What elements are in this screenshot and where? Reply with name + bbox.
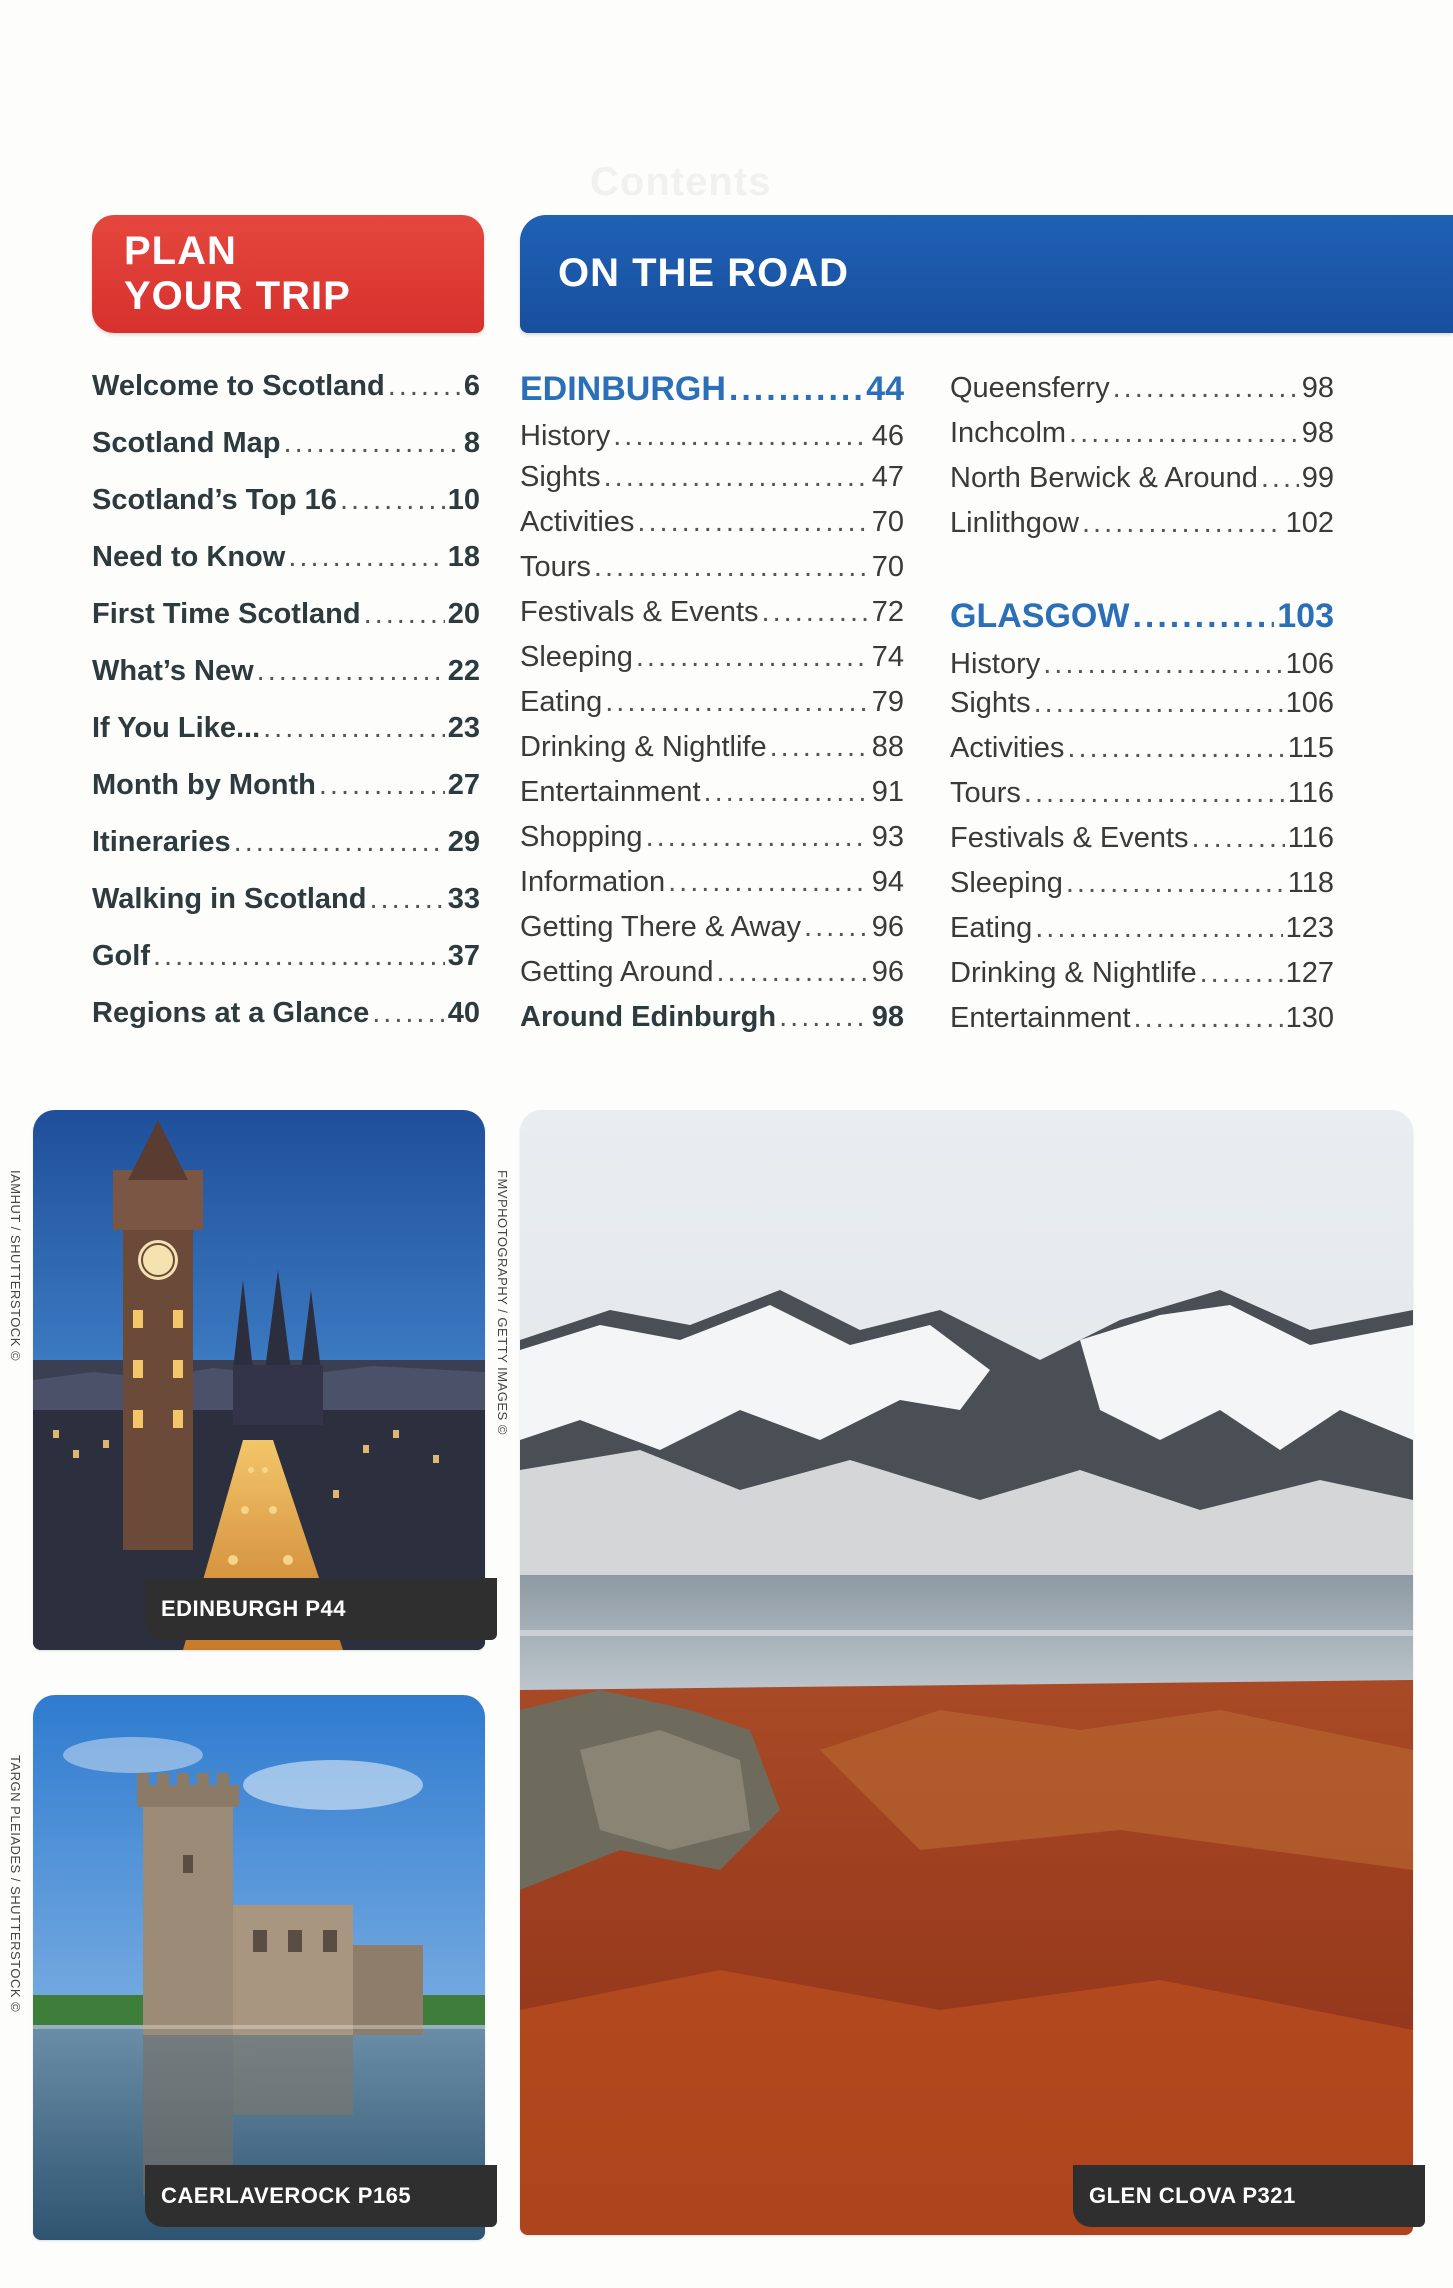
toc-entry-walking[interactable] — [92, 883, 480, 923]
toc-entry-glasgow-entertainment[interactable] — [950, 1002, 1334, 1038]
toc-entry-label: Welcome to Scotland — [92, 370, 385, 402]
glen-clova-caption[interactable]: GLEN CLOVA P321 — [1073, 2165, 1425, 2227]
toc-entry-edinburgh-shopping[interactable] — [520, 821, 904, 857]
glen-clova-photo-credit: FMVPHOTOGRAPHY / GETTY IMAGES © — [495, 1170, 510, 1435]
toc-entry-glasgow-history[interactable] — [950, 648, 1334, 684]
toc-entry-label: Scotland’s Top 16 — [92, 484, 337, 516]
toc-entry-page: 130 — [1285, 1002, 1334, 1034]
toc-entry-label: Festivals & Events — [520, 596, 759, 628]
toc-entry-welcome[interactable] — [92, 370, 480, 410]
toc-entry-page: 115 — [1287, 732, 1334, 764]
toc-entry-label: Inchcolm — [950, 417, 1067, 449]
toc-entry-label: Drinking & Nightlife — [520, 731, 767, 763]
toc-entry-top-16[interactable] — [92, 484, 480, 524]
toc-entry-page: 93 — [871, 821, 904, 853]
toc-entry-label: Scotland Map — [92, 427, 281, 459]
toc-entry-label: Golf — [92, 940, 150, 972]
toc-entry-label: If You Like... — [92, 712, 261, 744]
caerlaverock-photo[interactable] — [33, 1695, 485, 2240]
leader-dots — [153, 940, 445, 973]
toc-entry-edinburgh-eating[interactable] — [520, 686, 904, 722]
toc-entry-page: 8 — [463, 427, 480, 459]
toc-entry-label: Sights — [520, 461, 601, 493]
toc-entry-page: 46 — [871, 420, 904, 452]
toc-entry-page: 116 — [1287, 777, 1334, 809]
section-edinburgh[interactable] — [520, 370, 904, 414]
toc-entry-page: 20 — [447, 598, 480, 630]
toc-entry-regions[interactable] — [92, 997, 480, 1037]
glen-clova-photo[interactable] — [520, 1110, 1413, 2235]
toc-entry-if-you-like[interactable] — [92, 712, 480, 752]
toc-entry-page: 94 — [871, 866, 904, 898]
leader-dots — [340, 484, 445, 517]
toc-entry-label: First Time Scotland — [92, 598, 361, 630]
toc-entry-itineraries[interactable] — [92, 826, 480, 866]
toc-entry-label: Tours — [520, 551, 591, 583]
toc-entry-edinburgh-information[interactable] — [520, 866, 904, 902]
toc-entry-page: 37 — [447, 940, 480, 972]
toc-entry-edinburgh-tours[interactable] — [520, 551, 904, 587]
plan-your-trip-title: PLAN YOUR TRIP — [124, 229, 351, 318]
toc-entry-edinburgh-activities[interactable] — [520, 506, 904, 542]
leader-dots — [716, 956, 868, 989]
toc-entry-glasgow-drinking[interactable] — [950, 957, 1334, 993]
leader-dots — [1069, 417, 1299, 450]
toc-entry-glasgow-festivals[interactable] — [950, 822, 1334, 858]
toc-entry-page: 127 — [1285, 957, 1334, 989]
leader-dots — [319, 769, 445, 802]
toc-entry-page: 23 — [447, 712, 480, 744]
toc-entry-label: Month by Month — [92, 769, 316, 801]
toc-entry-edinburgh-history[interactable] — [520, 420, 904, 456]
leader-dots — [1067, 732, 1284, 765]
leader-dots — [1035, 912, 1282, 945]
toc-entry-label: Entertainment — [520, 776, 701, 808]
on-the-road-header — [520, 215, 1453, 333]
leader-dots — [257, 655, 445, 688]
toc-entry-north-berwick[interactable] — [950, 462, 1334, 498]
toc-entry-label: Walking in Scotland — [92, 883, 367, 915]
toc-entry-queensferry[interactable] — [950, 372, 1334, 408]
toc-entry-page: 99 — [1301, 462, 1334, 494]
leader-dots — [594, 551, 869, 584]
leader-dots — [729, 370, 863, 409]
toc-entry-glasgow-sleeping[interactable] — [950, 867, 1334, 903]
leader-dots — [613, 420, 869, 453]
toc-entry-edinburgh-sleeping[interactable] — [520, 641, 904, 677]
toc-entry-page: 22 — [447, 655, 480, 687]
toc-entry-page: 88 — [871, 731, 904, 763]
toc-entry-page: 27 — [447, 769, 480, 801]
leader-dots — [1113, 372, 1299, 405]
toc-entry-label: Sleeping — [520, 641, 633, 673]
toc-entry-label: History — [950, 648, 1041, 680]
toc-entry-month-by-month[interactable] — [92, 769, 480, 809]
toc-entry-label: Eating — [520, 686, 603, 718]
section-page: 44 — [866, 370, 904, 408]
leader-dots — [1261, 462, 1299, 495]
toc-entry-page: 74 — [871, 641, 904, 673]
leader-dots — [1134, 1002, 1283, 1035]
caerlaverock-castle-image — [33, 1695, 485, 2240]
toc-entry-page: 72 — [871, 596, 904, 628]
toc-entry-label: History — [520, 420, 611, 452]
toc-entry-page: 96 — [871, 956, 904, 988]
toc-entry-glasgow-eating[interactable] — [950, 912, 1334, 948]
background-bleed-text: Contents — [590, 160, 772, 204]
leader-dots — [1082, 507, 1283, 540]
toc-entry-around-edinburgh[interactable] — [520, 1001, 904, 1037]
toc-entry-label: North Berwick & Around — [950, 462, 1258, 494]
toc-entry-edinburgh-getting-around[interactable] — [520, 956, 904, 992]
toc-entry-page: 40 — [447, 997, 480, 1029]
toc-entry-glasgow-activities[interactable] — [950, 732, 1334, 768]
leader-dots — [1066, 867, 1285, 900]
leader-dots — [762, 596, 869, 629]
toc-entry-page: 79 — [871, 686, 904, 718]
section-label: EDINBURGH — [520, 370, 726, 408]
leader-dots — [1200, 957, 1283, 990]
caerlaverock-caption[interactable]: CAERLAVEROCK P165 — [145, 2165, 497, 2227]
leader-dots — [770, 731, 869, 764]
toc-entry-page: 98 — [871, 1001, 904, 1033]
toc-entry-label: Eating — [950, 912, 1033, 944]
toc-entry-label: Sleeping — [950, 867, 1063, 899]
on-the-road-title: ON THE ROAD — [558, 251, 849, 295]
toc-entry-page: 116 — [1287, 822, 1334, 854]
leader-dots — [636, 641, 869, 674]
toc-entry-page: 118 — [1287, 867, 1334, 899]
leader-dots — [704, 776, 869, 809]
toc-entry-page: 29 — [447, 826, 480, 858]
toc-entry-page: 91 — [871, 776, 904, 808]
leader-dots — [234, 826, 445, 859]
leader-dots — [388, 370, 461, 403]
toc-entry-label: Drinking & Nightlife — [950, 957, 1197, 989]
caerlaverock-photo-credit: TARGN PLEIADES / SHUTTERSTOCK © — [8, 1755, 23, 2013]
leader-dots — [1192, 822, 1285, 855]
edinburgh-cityscape-image — [33, 1110, 485, 1650]
toc-entry-label: Getting There & Away — [520, 911, 802, 943]
leader-dots — [284, 427, 461, 460]
leader-dots — [372, 997, 445, 1030]
toc-entry-scotland-map[interactable] — [92, 427, 480, 467]
toc-entry-glasgow-tours[interactable] — [950, 777, 1334, 813]
toc-entry-page: 96 — [871, 911, 904, 943]
glen-clova-landscape-image — [520, 1110, 1413, 2235]
leader-dots — [646, 821, 869, 854]
toc-entry-label: Regions at a Glance — [92, 997, 370, 1029]
leader-dots — [804, 911, 869, 944]
leader-dots — [1024, 777, 1285, 810]
toc-entry-page: 47 — [871, 461, 904, 493]
edinburgh-photo-credit: IAMHUT / SHUTTERSTOCK © — [8, 1170, 23, 1362]
toc-entry-label: Need to Know — [92, 541, 286, 573]
leader-dots — [1034, 687, 1283, 720]
leader-dots — [1043, 648, 1282, 681]
leader-dots — [779, 1001, 869, 1034]
toc-entry-page: 98 — [1301, 417, 1334, 449]
toc-entry-linlithgow[interactable] — [950, 507, 1334, 543]
toc-entry-glasgow-sights[interactable] — [950, 687, 1334, 723]
leader-dots — [263, 712, 445, 745]
toc-entry-edinburgh-getting-there[interactable] — [520, 911, 904, 947]
edinburgh-photo[interactable] — [33, 1110, 485, 1650]
toc-entry-edinburgh-sights[interactable] — [520, 461, 904, 497]
leader-dots — [605, 686, 869, 719]
section-label: GLASGOW — [950, 597, 1130, 635]
toc-entry-page: 106 — [1285, 687, 1334, 719]
toc-entry-page: 6 — [463, 370, 480, 402]
leader-dots — [637, 506, 868, 539]
toc-entry-page: 10 — [447, 484, 480, 516]
toc-entry-label: Itineraries — [92, 826, 231, 858]
section-page: 103 — [1277, 597, 1334, 635]
toc-entry-label: Linlithgow — [950, 507, 1079, 539]
toc-entry-label: What’s New — [92, 655, 254, 687]
leader-dots — [364, 598, 445, 631]
toc-entry-label: Information — [520, 866, 666, 898]
leader-dots — [668, 866, 869, 899]
toc-entry-label: Queensferry — [950, 372, 1110, 404]
toc-entry-page: 33 — [447, 883, 480, 915]
toc-entry-page: 18 — [447, 541, 480, 573]
toc-entry-label: Getting Around — [520, 956, 714, 988]
toc-entry-page: 106 — [1285, 648, 1334, 680]
toc-entry-label: Tours — [950, 777, 1021, 809]
toc-entry-label: Sights — [950, 687, 1031, 719]
toc-entry-label: Entertainment — [950, 1002, 1131, 1034]
toc-entry-label: Activities — [520, 506, 635, 538]
toc-entry-inchcolm[interactable] — [950, 417, 1334, 453]
toc-entry-label: Around Edinburgh — [520, 1001, 777, 1033]
leader-dots — [369, 883, 444, 916]
leader-dots — [1132, 597, 1274, 636]
toc-entry-edinburgh-drinking[interactable] — [520, 731, 904, 767]
toc-entry-label: Activities — [950, 732, 1065, 764]
plan-your-trip-header — [92, 215, 484, 333]
toc-entry-edinburgh-entertainment[interactable] — [520, 776, 904, 812]
leader-dots — [604, 461, 869, 494]
toc-entry-whats-new[interactable] — [92, 655, 480, 695]
toc-entry-label: Festivals & Events — [950, 822, 1189, 854]
toc-entry-need-to-know[interactable] — [92, 541, 480, 581]
toc-entry-page: 102 — [1285, 507, 1334, 539]
toc-entry-label: Shopping — [520, 821, 643, 853]
toc-entry-page: 70 — [871, 506, 904, 538]
toc-entry-first-time[interactable] — [92, 598, 480, 638]
leader-dots — [288, 541, 444, 574]
toc-entry-edinburgh-festivals[interactable] — [520, 596, 904, 632]
section-glasgow[interactable] — [950, 597, 1334, 641]
edinburgh-caption[interactable]: EDINBURGH P44 — [145, 1578, 497, 1640]
toc-entry-page: 98 — [1301, 372, 1334, 404]
toc-entry-page: 70 — [871, 551, 904, 583]
toc-entry-page: 123 — [1285, 912, 1334, 944]
toc-entry-golf[interactable] — [92, 940, 480, 980]
